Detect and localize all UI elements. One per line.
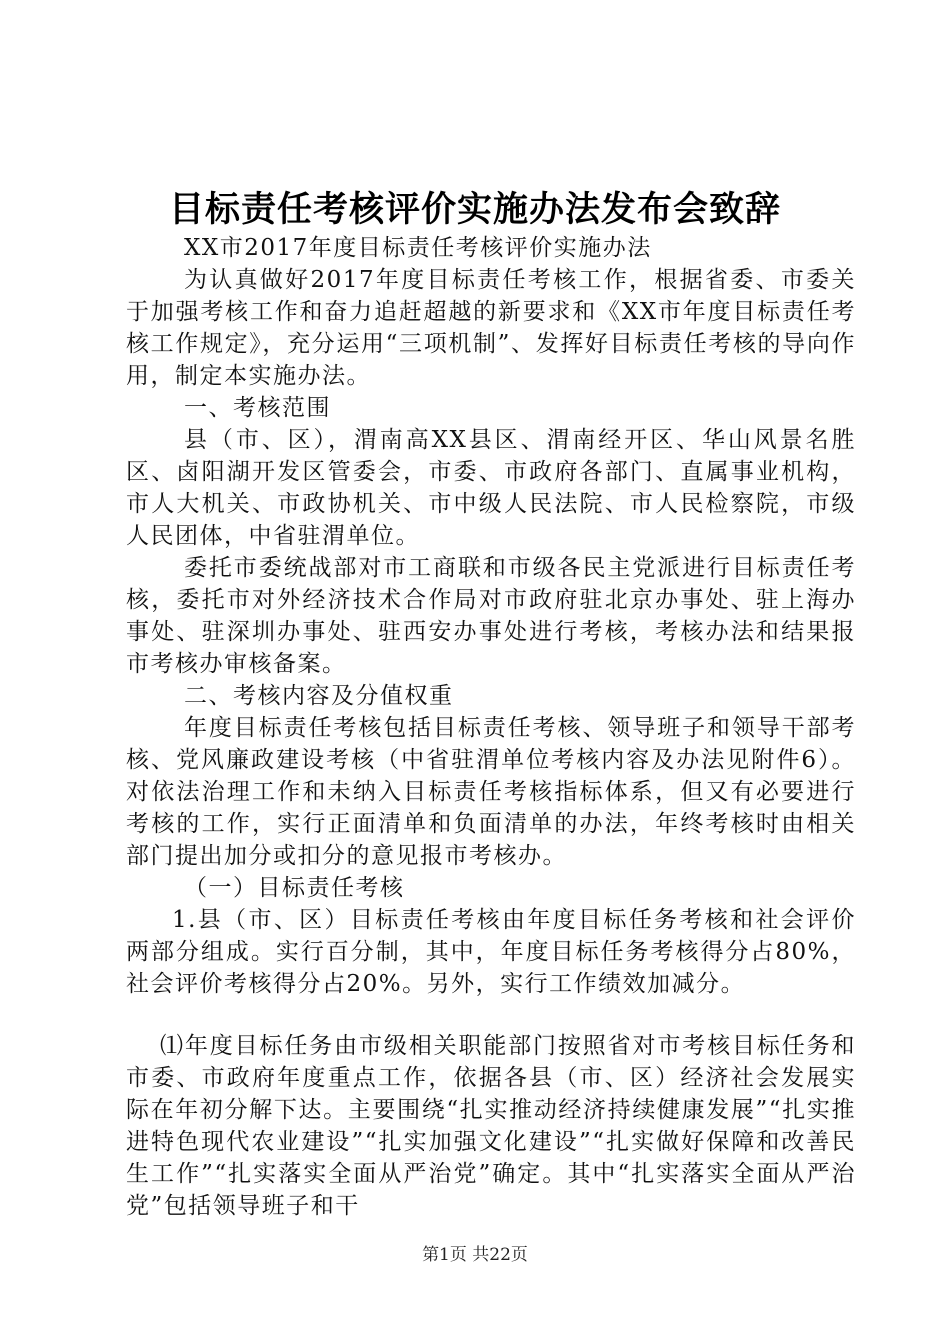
paragraph-intro: 为认真做好2017年度目标责任考核工作，根据省委、市委关于加强考核工作和奋力追赶超越的新要求和《XX市年度目标责任考核工作规定》，充分运用“三项机制”、发挥好目标责任考核的导向作用，制定本实施办法。	[126, 267, 856, 389]
paragraph-scope: 县（市、区），渭南高XX县区、渭南经开区、华山风景名胜区、卤阳湖开发区管委会，市委、市政府各部门、直属事业机构，市人大机关、市政协机关、市中级人民法院、市人民检察院，市级人民团体，中省驻渭单位。	[126, 427, 856, 549]
paragraph-delegation: 委托市委统战部对市工商联和市级各民主党派进行目标责任考核，委托市对外经济技术合作局对市政府驻北京办事处、驻上海办事处、驻深圳办事处、驻西安办事处进行考核，考核办法和结果报市考核办审核备案。	[126, 555, 856, 677]
section-heading-scope: 一、考核范围	[184, 395, 331, 421]
document-body	[126, 232, 856, 1222]
paragraph-content: 年度目标责任考核包括目标责任考核、领导班子和领导干部考核、党风廉政建设考核（中省驻渭单位考核内容及办法见附件6）。对依法治理工作和未纳入目标责任考核指标体系，但又有必要进行考核的工作，实行正面清单和负面清单的办法，年终考核时由相关部门提出加分或扣分的意见报市考核办。	[126, 715, 856, 869]
paragraph-gap	[126, 1000, 856, 1030]
page-footer: 第1页 共22页	[422, 1245, 528, 1265]
subsection-heading-target: （一）目标责任考核	[184, 875, 405, 901]
document-title: 目标责任考核评价实施办法发布会致辞	[168, 189, 781, 230]
paragraph-county-assessment: 1.县（市、区）目标责任考核由年度目标任务考核和社会评价两部分组成。实行百分制，其中，年度目标任务考核得分占80%，社会评价考核得分占20%。另外，实行工作绩效加减分。	[126, 907, 856, 997]
paragraph-subtitle: XX市2017年度目标责任考核评价实施办法	[184, 235, 652, 261]
paragraph-annual-tasks: ⑴年度目标任务由市级相关职能部门按照省对市考核目标任务和市委、市政府年度重点工作，依据各县（市、区）经济社会发展实际在年初分解下达。主要围绕“扎实推动经济持续健康发展”“扎实推进特色现代农业建设”“扎实加强文化建设”“扎实做好保障和改善民生工作”“扎实落实全面从严治党”确定。其中“扎实落实全面从严治党”包括领导班子和干	[126, 1033, 856, 1219]
section-heading-content: 二、考核内容及分值权重	[184, 683, 454, 709]
